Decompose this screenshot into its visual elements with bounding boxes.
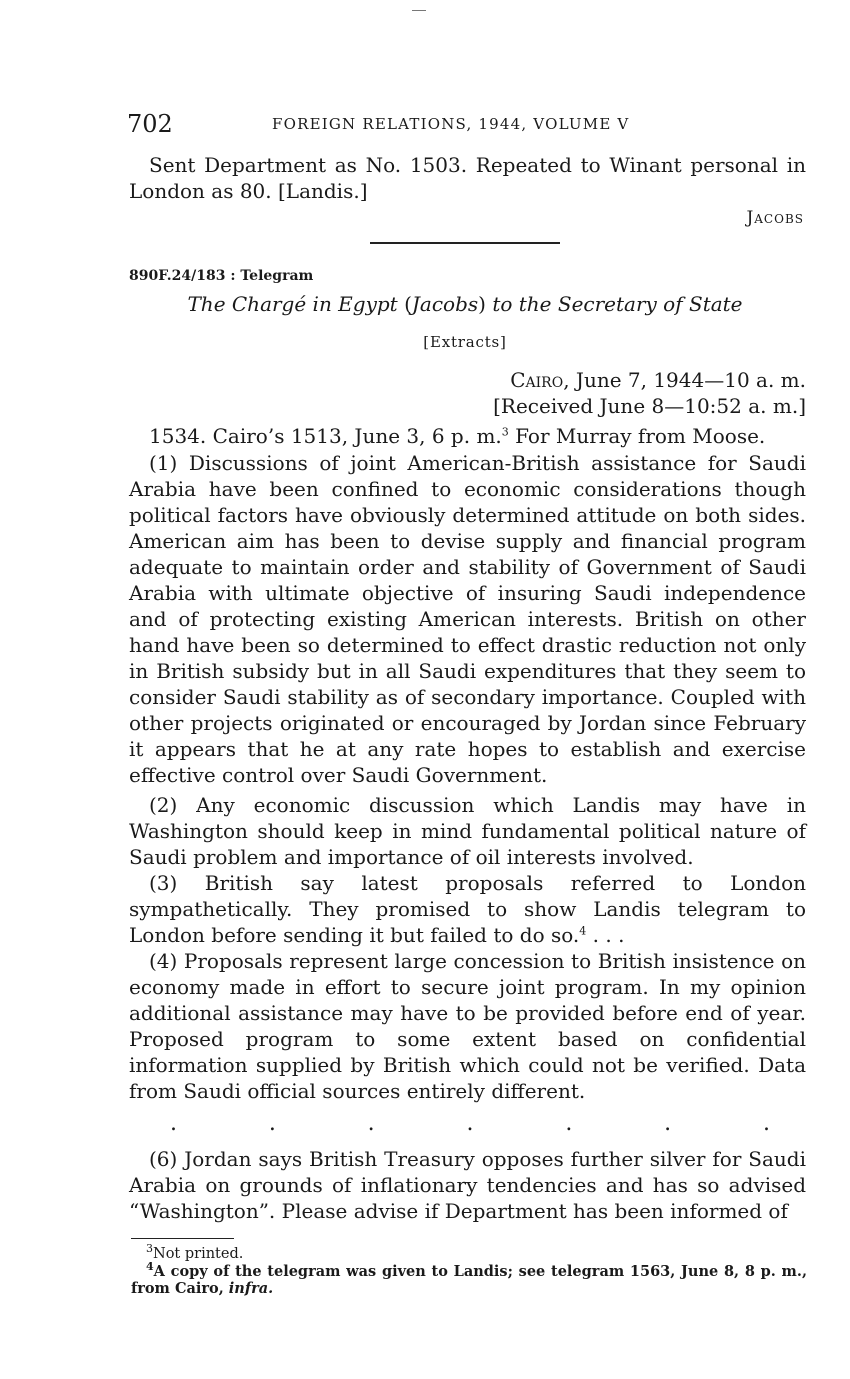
omission-dot: . [762, 1111, 770, 1136]
page-number: 702 [127, 110, 173, 138]
paragraph-1 [129, 450, 806, 788]
paragraph-2 [129, 792, 806, 870]
footnote-4-text: A copy of the telegram was given to Landis; see telegram 1563, June 8, 8 p. m., from Cairo, [131, 1263, 807, 1297]
message-first-line [149, 424, 765, 448]
paragraph-6-text: (6) Jordan says British Treasury opposes further silver for Saudi Arabia on grounds of inflationary tendencies and has so advised “Washington”. Please advise if Department has been informed of [129, 1147, 806, 1223]
continuation-paragraph: Sent Department as No. 1503. Repeated to Winant personal in London as 80. [Landis.] [129, 153, 806, 203]
paragraph-3-text [129, 870, 806, 948]
extracts-label: [Extracts] [423, 333, 507, 351]
footnote-ref-3: 3 [501, 425, 509, 439]
paragraph-3 [129, 870, 806, 948]
page-header [127, 110, 807, 140]
footnote-ref-4: 4 [579, 924, 587, 938]
signature: Jacobs [746, 208, 804, 228]
file-reference: 890F.24/183 : Telegram [129, 268, 314, 284]
footnote-3-text: Not printed. [153, 1246, 244, 1262]
title-name: Jacobs [411, 292, 479, 316]
paragraph-1-text: (1) Discussions of joint American-British assistance for Saudi Arabia have been confined to economic considerations though political factors have obviously determined attitude on both sides. American aim has been to devise supply and financial program adequate to maintain order and stability of Government of Saudi Arabia with ultimate objective of insuring Saudi independence and of protecting existing American interests. British on other hand have been so determined to effect drastic reduction not only in British subsidy but in all Saudi expenditures that they seem to consider Saudi stability as of secondary importance. Coupled with other projects originated or encouraged by Jordan since February it appears that he at any rate hopes to establish and exercise effective control over Saudi Government. [129, 451, 806, 787]
title-paren-close: ) [478, 292, 486, 316]
top-mark [412, 10, 426, 11]
footnote-4-infra: infra. [228, 1280, 274, 1297]
footnote-3-mark: 3 [146, 1242, 153, 1256]
running-head: FOREIGN RELATIONS, 1944, VOLUME V [272, 115, 630, 133]
footnote-4-mark: 4 [146, 1260, 154, 1274]
paragraph-2-text: (2) Any economic discussion which Landis may have in Washington should keep in mind fundamental political nature of Saudi problem and importance of oil interests involved. [129, 793, 806, 869]
omission-dots [170, 1111, 770, 1136]
dateline-time: June 7, 1944—10 a. m. [569, 368, 806, 392]
footnote-rule [131, 1238, 234, 1239]
dateline [510, 368, 806, 392]
omission-dot: . [466, 1111, 474, 1136]
title-paren-open: ( [404, 292, 412, 316]
footnote-3 [131, 1242, 807, 1263]
title-part-2: to the Secretary of State [485, 292, 743, 316]
paragraph-3-ellipsis: . . . [586, 923, 625, 947]
omission-dot: . [565, 1111, 573, 1136]
footnotes [131, 1242, 807, 1297]
footnote-4 [131, 1260, 807, 1297]
omission-dot: . [170, 1111, 177, 1136]
message-to: For Murray from Moose. [508, 424, 766, 448]
title-part-1: The Chargé in Egypt [187, 292, 405, 316]
received-line: [Received June 8—10:52 a. m.] [493, 394, 806, 418]
omission-dot: . [664, 1111, 672, 1136]
continuation-text [129, 152, 806, 204]
paragraph-3-body: (3) British say latest proposals referred to London sympathetically. They promised to show Landis telegram to London before sending it but failed to do so. [129, 871, 806, 947]
message-ref: 1534. Cairo’s 1513, June 3, 6 p. m. [149, 424, 502, 448]
section-rule [370, 242, 560, 244]
dateline-city: Cairo, [510, 368, 570, 392]
paragraph-6 [129, 1146, 806, 1224]
document-title [0, 292, 850, 316]
omission-dot: . [268, 1111, 276, 1136]
paragraph-4 [129, 948, 806, 1104]
paragraph-4-text: (4) Proposals represent large concession to British insistence on economy made in effort to secure joint program. In my opinion additional assistance may have to be provided before end of year. Proposed program to some extent based on confidential information supplied by British which could not be verified. Data from Saudi official sources entirely different. [129, 949, 806, 1103]
omission-dot: . [367, 1111, 375, 1136]
